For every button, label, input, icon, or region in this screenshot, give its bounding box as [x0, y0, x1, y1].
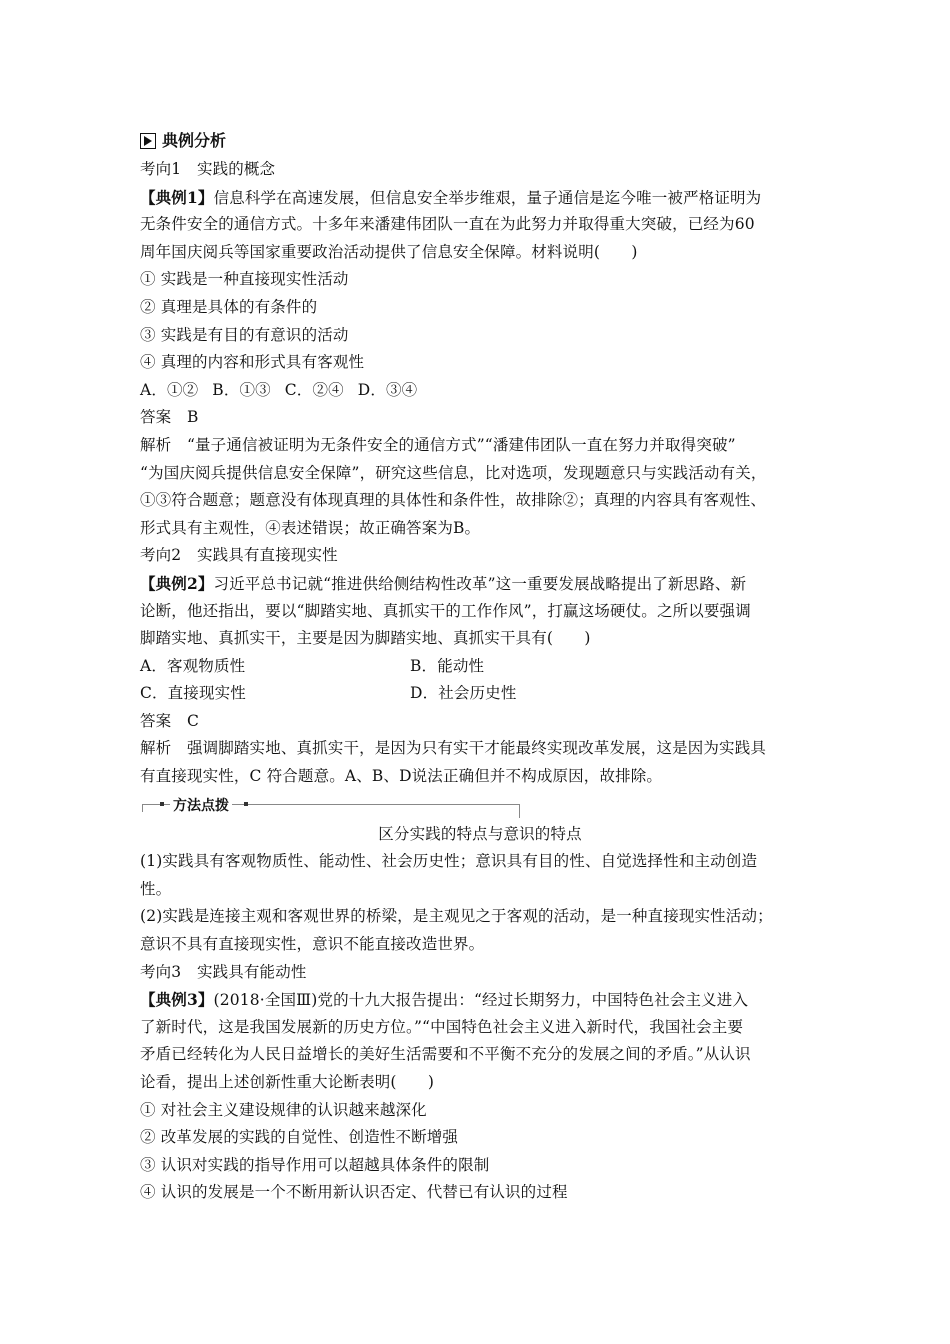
section-heading [140, 126, 820, 156]
example-1-line-3: 周年国庆阅兵等国家重要政治活动提供了信息安全保障。材料说明( ) [140, 242, 638, 261]
document-page [140, 126, 820, 1207]
method-title: 区分实践的特点与意识的特点 [378, 824, 582, 843]
method-line-1: (1)实践具有客观物质性、能动性、社会历史性；意识具有目的性、自觉选择性和主动创造 [140, 852, 758, 871]
method-divider-right-cap [519, 804, 520, 818]
example-2-line-1 [140, 570, 820, 598]
example-1-item-2: ② 真理是具体的有条件的 [140, 297, 318, 316]
example-1-analysis-2: “为国庆阅兵提供信息安全保障”，研究这些信息，比对选项，发现题意只与实践活动有关， [140, 463, 767, 482]
example-2-text: 习近平总书记就“推进供给侧结构性改革”这一重要发展战略提出了新思路、新 [213, 574, 747, 593]
option-a: A．客观物质性 [140, 656, 246, 675]
example-2-options-row-2 [140, 680, 820, 708]
bullet-dot-icon [244, 802, 248, 806]
example-3-line-4: 论看，提出上述创新性重大论断表明( ) [140, 1073, 435, 1091]
example-1-line-1 [140, 184, 820, 212]
method-label: 方法点拨 [170, 795, 232, 815]
example-1-line-2: 无条件安全的通信方式。十多年来潘建伟团队一直在为此努力并取得重大突破，已经为60 [140, 215, 755, 234]
example-2-analysis-2: 有直接现实性，C 符合题意。A、B、D说法正确但并不构成原因，故排除。 [140, 767, 663, 786]
example-1-analysis-1: 解析 “量子通信被证明为无条件安全的通信方式”“潘建伟团队一直在努力并取得突破” [140, 435, 736, 454]
example-1-item-4: ④ 真理的内容和形式具有客观性 [140, 353, 365, 372]
play-triangle-icon [140, 133, 156, 149]
option-b: B．①③ [212, 380, 271, 399]
option-b: B．能动性 [410, 656, 485, 675]
method-divider-left-cap [142, 804, 143, 812]
method-line-2: 性。 [140, 879, 172, 898]
example-3-item-4: ④ 认识的发展是一个不断用新认识否定、代替已有认识的过程 [140, 1183, 568, 1202]
section-title: 典例分析 [162, 131, 227, 150]
example-2-line-3: 脚踏实地、真抓实干，主要是因为脚踏实地、真抓实干具有( ) [140, 629, 591, 648]
example-2-options-row-1 [140, 653, 820, 681]
example-2-answer: 答案 C [140, 711, 199, 730]
option-d: D．③④ [357, 380, 418, 399]
bullet-dot-icon [160, 802, 164, 806]
example-3-text: (2018·全国Ⅲ)党的十九大报告提出：“经过长期努力，中国特色社会主义进入 [213, 991, 749, 1010]
example-3-item-2: ② 改革发展的实践的自觉性、创造性不断增强 [140, 1128, 459, 1147]
kaoxiang-2: 考向2 实践具有直接现实性 [140, 546, 338, 565]
method-line-3: (2)实践是连接主观和客观世界的桥梁，是主观见之于客观的活动，是一种直接现实性活动； [140, 907, 773, 926]
option-c: C．②④ [284, 380, 344, 399]
method-line-4: 意识不具有直接现实性，意识不能直接改造世界。 [140, 935, 485, 954]
method-box-header [140, 793, 820, 821]
option-c: C．直接现实性 [140, 684, 246, 703]
kaoxiang-1: 考向1 实践的概念 [140, 160, 276, 178]
kaoxiang-3: 考向3 实践具有能动性 [140, 962, 307, 981]
option-d: D．社会历史性 [410, 684, 517, 703]
example-1-item-1: ① 实践是一种直接现实性活动 [140, 270, 349, 289]
example-1-tag: 【典例1】 [140, 187, 214, 207]
example-1-analysis-3: ①③符合题意；题意没有体现真理的具体性和条件性，故排除②；真理的内容具有客观性、 [140, 491, 767, 510]
example-3-line-1 [140, 986, 820, 1014]
example-2-tag: 【典例2】 [140, 573, 214, 593]
example-3-item-1: ① 对社会主义建设规律的认识越来越深化 [140, 1100, 427, 1119]
example-3-tag: 【典例3】 [140, 990, 214, 1010]
example-2-analysis-1: 解析 强调脚踏实地、真抓实干，是因为只有实干才能最终实现改革发展，这是因为实践具 [140, 739, 767, 758]
option-a: A．①② [140, 380, 199, 399]
example-3-item-3: ③ 认识对实践的指导作用可以超越具体条件的限制 [140, 1155, 490, 1174]
example-1-options [140, 377, 820, 405]
example-1-text: 信息科学在高速发展，但信息安全举步维艰，量子通信是迄今唯一被严格证明为 [213, 188, 762, 207]
example-1-item-3: ③ 实践是有目的有意识的活动 [140, 325, 349, 344]
example-3-line-3: 矛盾已经转化为人民日益增长的美好生活需要和不平衡不充分的发展之间的矛盾。”从认识 [140, 1045, 751, 1064]
example-3-line-2: 了新时代，这是我国发展新的历史方位。”“中国特色社会主义进入新时代，我国社会主要 [140, 1017, 744, 1036]
example-1-analysis-4: 形式具有主观性，④表述错误；故正确答案为B。 [140, 518, 481, 537]
example-1-answer: 答案 B [140, 408, 199, 427]
example-2-line-2: 论断，他还指出，要以“脚踏实地、真抓实干的工作作风”，打赢这场硬仗。之所以要强调 [140, 601, 751, 620]
